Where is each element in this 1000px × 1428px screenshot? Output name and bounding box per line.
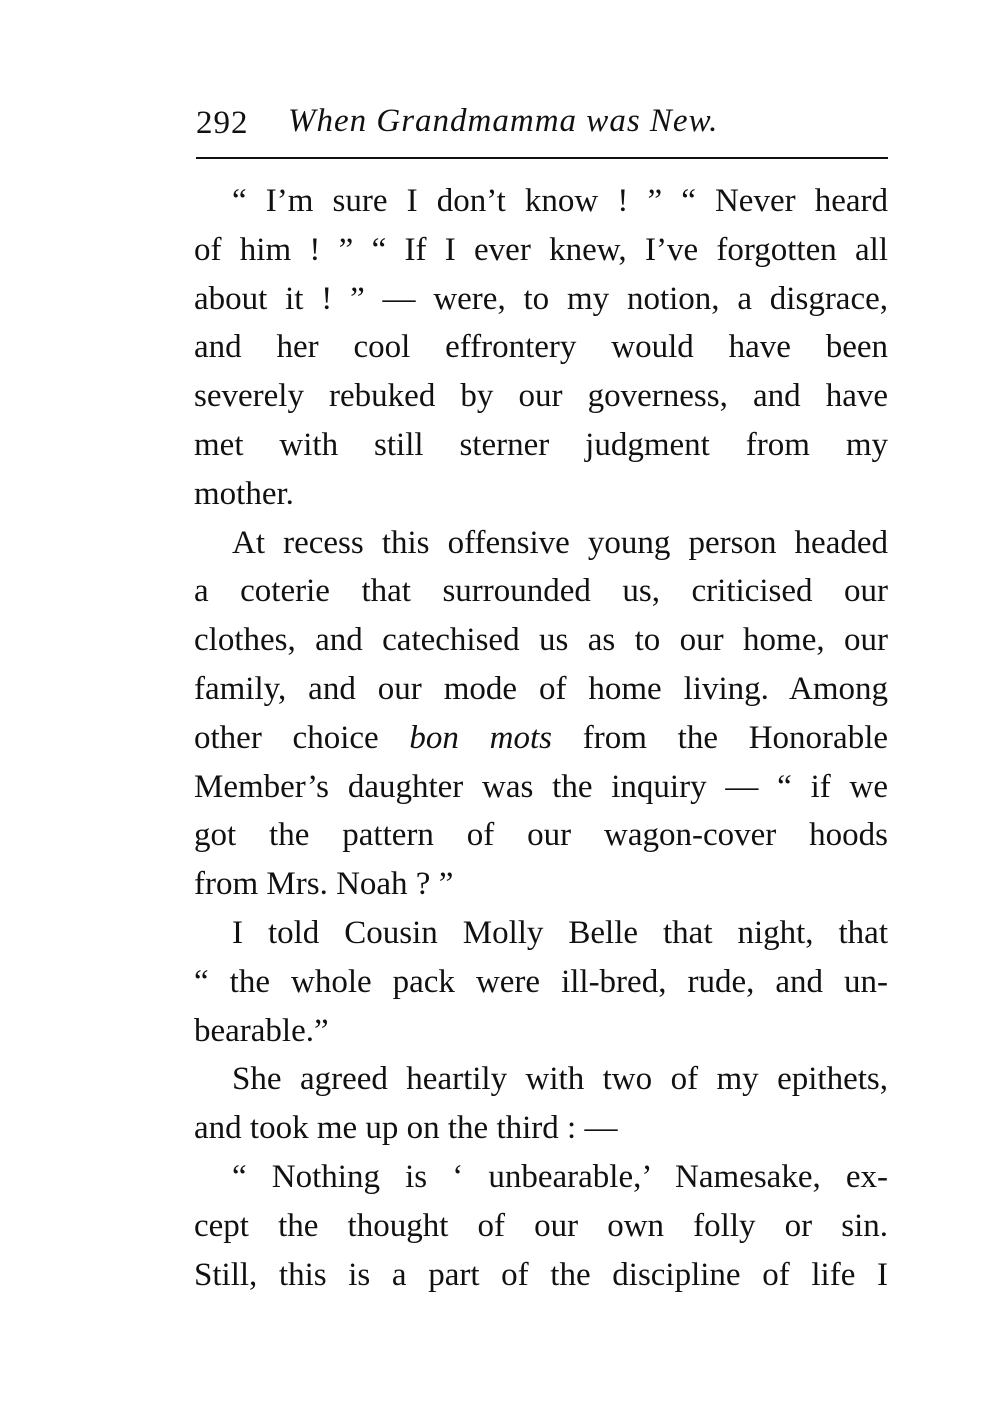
running-header (196, 98, 886, 148)
text-line: “ Nothing is ‘ unbearable,’ Namesake, ex- (232, 1158, 888, 1195)
text-line: clothes, and catechised us as to our home, our (194, 622, 888, 659)
running-title: When Grandmamma was New. (288, 103, 719, 139)
text-line: of him ! ” “ If I ever knew, I’ve forgotten all (194, 231, 888, 268)
text-line: family, and our mode of home living. Among (194, 670, 888, 707)
text-line: Still, this is a part of the discipline of life I (194, 1256, 888, 1293)
text-line: severely rebuked by our governess, and have (194, 378, 888, 415)
text-line: mother. (194, 475, 294, 512)
text-line: bearable.” (194, 1012, 329, 1049)
text-line: and her cool effrontery would have been (194, 329, 888, 366)
text-line: At recess this offensive young person headed (232, 524, 888, 561)
text-line: “ I’m sure I don’t know ! ” “ Never heard (232, 183, 888, 219)
text-line: I told Cousin Molly Belle that night, that (232, 914, 888, 951)
header-rule (196, 157, 888, 159)
text-line: about it ! ” — were, to my notion, a disgrace, (194, 280, 888, 317)
body-text (194, 177, 888, 1299)
text-line: got the pattern of our wagon-cover hoods (194, 817, 888, 854)
text-line: a coterie that surrounded us, criticised our (194, 573, 888, 610)
text-line: from Mrs. Noah ? ” (194, 866, 454, 903)
italic-phrase: bon mots (409, 719, 553, 756)
text-line: met with still sterner judgment from my (194, 426, 888, 463)
text-line: and took me up on the third : — (194, 1110, 618, 1147)
text-line: cept the thought of our own folly or sin. (194, 1207, 888, 1244)
page-number: 292 (196, 105, 249, 141)
text-line (194, 714, 888, 763)
text-segment: from the Honorable (552, 719, 889, 756)
text-line: She agreed heartily with two of my epithets, (232, 1061, 888, 1098)
text-segment: other choice (194, 719, 410, 756)
text-line: Member’s daughter was the inquiry — “ if we (194, 768, 888, 805)
text-line: “ the whole pack were ill-bred, rude, and un- (194, 963, 888, 1000)
